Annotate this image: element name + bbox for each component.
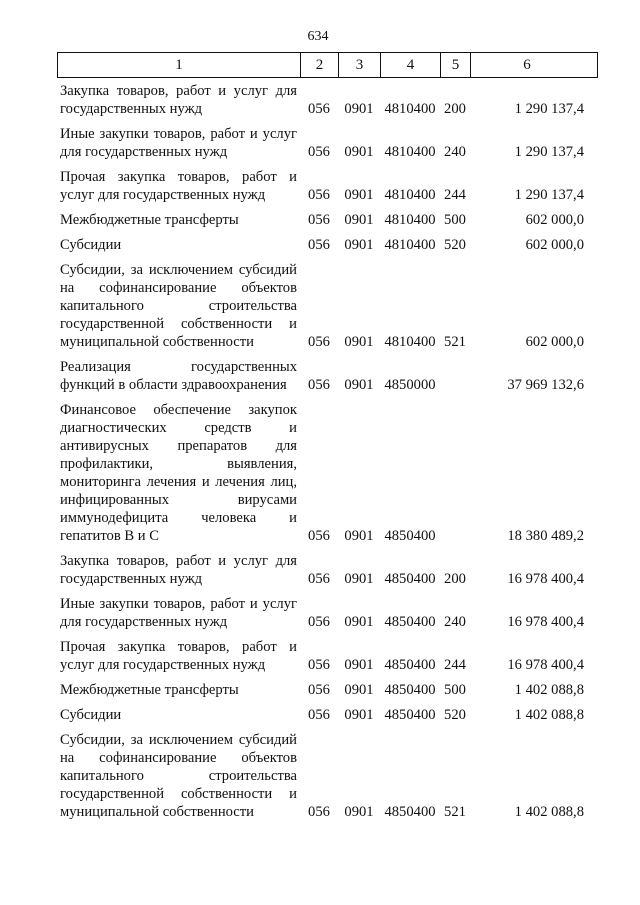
cell-col3: 0901	[344, 528, 374, 544]
description-line: государственной собственности и	[60, 786, 297, 802]
cell-col5: 244	[444, 187, 466, 203]
description-line: Реализация государственных	[60, 359, 297, 375]
cell-col6: 1 290 137,4	[514, 101, 584, 117]
cell-col5: 521	[444, 334, 466, 350]
description-line: Иные закупки товаров, работ и услуг	[60, 126, 297, 142]
cell-col6: 602 000,0	[525, 237, 584, 253]
description-line: государственной собственности и	[60, 316, 297, 332]
cell-col4: 4810400	[384, 101, 436, 117]
cell-col6: 1 402 088,8	[514, 682, 584, 698]
cell-col2: 056	[308, 237, 330, 253]
cell-col5: 240	[444, 614, 466, 630]
description-line: Субсидии	[60, 707, 122, 723]
cell-col2: 056	[308, 187, 330, 203]
table-row	[0, 401, 640, 545]
page-number: 634	[307, 29, 329, 44]
row-description	[60, 706, 297, 724]
row-description	[60, 261, 297, 351]
cell-col6: 602 000,0	[525, 334, 584, 350]
cell-col5	[440, 527, 470, 545]
cell-col4: 4850000	[384, 377, 436, 393]
cell-col3: 0901	[344, 377, 374, 393]
header-col5: 5	[440, 52, 470, 78]
description-line: Финансовое обеспечение закупок	[60, 402, 297, 418]
cell-col4: 4850400	[384, 707, 436, 723]
row-description	[60, 211, 297, 229]
description-line: антивирусных препаратов для	[60, 438, 297, 454]
cell-col2: 056	[308, 101, 330, 117]
description-line: Иные закупки товаров, работ и услуг	[60, 596, 297, 612]
cell-col3: 0901	[344, 144, 374, 160]
row-description	[60, 595, 297, 631]
description-line: Прочая закупка товаров, работ и	[60, 639, 297, 655]
cell-col3: 0901	[344, 237, 374, 253]
cell-col6: 18 380 489,2	[507, 528, 584, 544]
description-line: гепатитов В и С	[60, 528, 159, 544]
cell-col2: 056	[308, 377, 330, 393]
cell-col3: 0901	[344, 614, 374, 630]
description-line: Субсидии	[60, 237, 122, 253]
table-row	[0, 211, 640, 229]
description-line: Субсидии, за исключением субсидий	[60, 732, 297, 748]
cell-col2: 056	[308, 682, 330, 698]
cell-col4: 4850400	[384, 528, 436, 544]
cell-col6: 1 290 137,4	[514, 144, 584, 160]
cell-col6: 37 969 132,6	[507, 377, 584, 393]
description-line: услуг для государственных нужд	[60, 187, 266, 203]
cell-col3: 0901	[344, 707, 374, 723]
table-row	[0, 731, 640, 821]
cell-col3: 0901	[344, 571, 374, 587]
cell-col2: 056	[308, 657, 330, 673]
description-line: иммунодефицита человека и	[60, 510, 297, 526]
description-line: Закупка товаров, работ и услуг для	[60, 83, 297, 99]
cell-col6: 602 000,0	[525, 212, 584, 228]
description-line: для государственных нужд	[60, 144, 228, 160]
cell-col6: 16 978 400,4	[507, 571, 584, 587]
row-description	[60, 168, 297, 204]
cell-col4: 4810400	[384, 334, 436, 350]
table-row	[0, 552, 640, 588]
cell-col4: 4810400	[384, 187, 436, 203]
cell-col4: 4850400	[384, 614, 436, 630]
table-row	[0, 168, 640, 204]
table-row	[0, 261, 640, 351]
cell-col4: 4850400	[384, 657, 436, 673]
cell-col4: 4810400	[384, 144, 436, 160]
cell-col3: 0901	[344, 101, 374, 117]
cell-col4: 4850400	[384, 804, 436, 820]
description-line: Субсидии, за исключением субсидий	[60, 262, 297, 278]
description-line: диагностических средств и	[60, 420, 297, 436]
cell-col4: 4810400	[384, 212, 436, 228]
row-description	[60, 731, 297, 821]
cell-col2: 056	[308, 707, 330, 723]
cell-col5: 521	[444, 804, 466, 820]
row-description	[60, 236, 297, 254]
description-line: функций в области здравоохранения	[60, 377, 287, 393]
row-description	[60, 681, 297, 699]
table-row	[0, 82, 640, 118]
table-row	[0, 358, 640, 394]
table-header	[57, 52, 598, 78]
cell-col4: 4810400	[384, 237, 436, 253]
cell-col2: 056	[308, 614, 330, 630]
table-row	[0, 595, 640, 631]
description-line: капитального строительства	[60, 298, 297, 314]
cell-col5: 244	[444, 657, 466, 673]
description-line: на софинансирование объектов	[60, 280, 297, 296]
cell-col2: 056	[308, 804, 330, 820]
description-line: Межбюджетные трансферты	[60, 682, 239, 698]
cell-col6: 16 978 400,4	[507, 657, 584, 673]
cell-col5: 500	[444, 682, 466, 698]
cell-col5: 520	[444, 707, 466, 723]
description-line: капитального строительства	[60, 768, 297, 784]
description-line: Межбюджетные трансферты	[60, 212, 239, 228]
description-line: Закупка товаров, работ и услуг для	[60, 553, 297, 569]
description-line: Прочая закупка товаров, работ и	[60, 169, 297, 185]
description-line: профилактики, выявления,	[60, 456, 297, 472]
cell-col5: 200	[444, 101, 466, 117]
cell-col3: 0901	[344, 657, 374, 673]
header-col2: 2	[300, 52, 338, 78]
description-line: мониторинга лечения и лечения лиц,	[60, 474, 297, 490]
header-col6: 6	[470, 52, 598, 78]
table-row	[0, 125, 640, 161]
description-line: на софинансирование объектов	[60, 750, 297, 766]
cell-col2: 056	[308, 212, 330, 228]
cell-col4: 4850400	[384, 571, 436, 587]
cell-col5	[440, 376, 470, 394]
cell-col2: 056	[308, 144, 330, 160]
cell-col5: 520	[444, 237, 466, 253]
row-description	[60, 401, 297, 545]
cell-col2: 056	[308, 571, 330, 587]
header-col3: 3	[338, 52, 380, 78]
header-col4: 4	[380, 52, 440, 78]
cell-col3: 0901	[344, 334, 374, 350]
cell-col3: 0901	[344, 187, 374, 203]
cell-col5: 500	[444, 212, 466, 228]
table-row	[0, 706, 640, 724]
description-line: муниципальной собственности	[60, 334, 254, 350]
cell-col5: 240	[444, 144, 466, 160]
cell-col3: 0901	[344, 804, 374, 820]
row-description	[60, 82, 297, 118]
cell-col5: 200	[444, 571, 466, 587]
row-description	[60, 552, 297, 588]
description-line: услуг для государственных нужд	[60, 657, 266, 673]
table-body	[0, 82, 640, 828]
cell-col6: 1 402 088,8	[514, 804, 584, 820]
description-line: для государственных нужд	[60, 614, 228, 630]
row-description	[60, 358, 297, 394]
cell-col3: 0901	[344, 212, 374, 228]
cell-col6: 1 402 088,8	[514, 707, 584, 723]
cell-col2: 056	[308, 334, 330, 350]
cell-col3: 0901	[344, 682, 374, 698]
cell-col6: 1 290 137,4	[514, 187, 584, 203]
description-line: государственных нужд	[60, 101, 203, 117]
table-row	[0, 681, 640, 699]
header-col1: 1	[57, 52, 300, 78]
row-description	[60, 638, 297, 674]
description-line: муниципальной собственности	[60, 804, 254, 820]
description-line: инфицированных вирусами	[60, 492, 297, 508]
row-description	[60, 125, 297, 161]
cell-col2: 056	[308, 528, 330, 544]
table-row	[0, 638, 640, 674]
description-line: государственных нужд	[60, 571, 203, 587]
cell-col4: 4850400	[384, 682, 436, 698]
table-row	[0, 236, 640, 254]
cell-col6: 16 978 400,4	[507, 614, 584, 630]
